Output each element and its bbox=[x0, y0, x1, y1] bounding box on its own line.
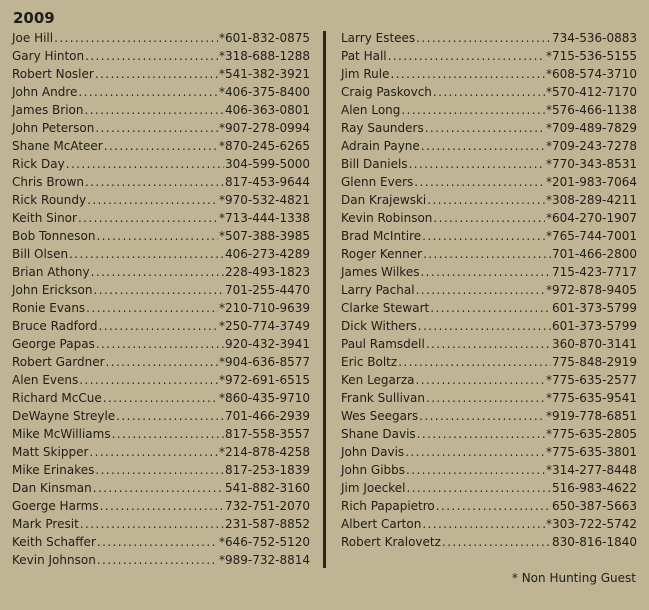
dot-leader bbox=[406, 461, 545, 479]
guest-name: Larry Pachal bbox=[341, 283, 415, 297]
guest-phone: *775-635-2805 bbox=[545, 427, 637, 441]
guest-entry bbox=[341, 407, 637, 425]
guest-phone: 601-373-5799 bbox=[551, 301, 637, 315]
footnote: * Non Hunting Guest bbox=[511, 571, 636, 585]
dot-leader bbox=[420, 263, 551, 281]
dot-leader bbox=[116, 407, 224, 425]
guest-entry bbox=[341, 47, 637, 65]
guest-entry bbox=[12, 281, 310, 299]
guest-name: Mike Erinakes bbox=[12, 463, 95, 477]
guest-name: Albert Carton bbox=[341, 517, 422, 531]
guest-name: Bruce Radford bbox=[12, 319, 98, 333]
guest-entry bbox=[12, 533, 310, 551]
dot-leader bbox=[78, 83, 218, 101]
guest-phone: *989-732-8814 bbox=[218, 553, 310, 567]
guest-phone: *870-245-6265 bbox=[218, 139, 310, 153]
guest-name: Keith Sinor bbox=[12, 211, 77, 225]
guest-entry bbox=[12, 407, 310, 425]
guest-entry bbox=[341, 101, 637, 119]
guest-entry bbox=[12, 263, 310, 281]
guest-phone: *972-691-6515 bbox=[218, 373, 310, 387]
dot-leader bbox=[436, 497, 551, 515]
guest-phone: *860-435-9710 bbox=[218, 391, 310, 405]
guest-name: Mark Presit bbox=[12, 517, 79, 531]
guest-phone: *713-444-1338 bbox=[218, 211, 310, 225]
guest-phone: *210-710-9639 bbox=[218, 301, 310, 315]
guest-name: Brad McIntire bbox=[341, 229, 422, 243]
guest-entry bbox=[12, 479, 310, 497]
guest-name: Rick Day bbox=[12, 157, 65, 171]
guest-name: Rick Roundy bbox=[12, 193, 87, 207]
guest-phone: *775-635-2577 bbox=[545, 373, 637, 387]
dot-leader bbox=[54, 29, 218, 47]
dot-leader bbox=[442, 533, 551, 551]
guest-phone: 701-255-4470 bbox=[224, 283, 310, 297]
guest-phone: *570-412-7170 bbox=[545, 85, 637, 99]
dot-leader bbox=[421, 137, 545, 155]
guest-phone: *318-688-1288 bbox=[218, 49, 310, 63]
guest-name: Wes Seegars bbox=[341, 409, 419, 423]
guest-phone: 516-983-4622 bbox=[551, 481, 637, 495]
dot-leader bbox=[95, 461, 224, 479]
guest-entry bbox=[12, 173, 310, 191]
guest-entry bbox=[341, 191, 637, 209]
guest-phone: 601-373-5799 bbox=[551, 319, 637, 333]
dot-leader bbox=[417, 425, 545, 443]
guest-entry bbox=[12, 425, 310, 443]
dot-leader bbox=[401, 101, 545, 119]
guest-name: Bob Tonneson bbox=[12, 229, 96, 243]
guest-phone: *314-277-8448 bbox=[545, 463, 637, 477]
guest-entry bbox=[12, 155, 310, 173]
year-heading: 2009 bbox=[13, 9, 55, 27]
guest-phone: 817-453-9644 bbox=[224, 175, 310, 189]
dot-leader bbox=[79, 371, 218, 389]
guest-entry bbox=[12, 515, 310, 533]
guest-name: John Gibbs bbox=[341, 463, 406, 477]
dot-leader bbox=[422, 515, 545, 533]
guest-phone: *646-752-5120 bbox=[218, 535, 310, 549]
guest-entry bbox=[12, 353, 310, 371]
guest-phone: 304-599-5000 bbox=[224, 157, 310, 171]
guest-entry bbox=[12, 209, 310, 227]
guest-entry bbox=[12, 551, 310, 569]
dot-leader bbox=[86, 299, 218, 317]
dot-leader bbox=[425, 119, 545, 137]
guest-entry bbox=[12, 47, 310, 65]
guest-entry bbox=[12, 119, 310, 137]
dot-leader bbox=[427, 191, 545, 209]
guest-name: Joe Hill bbox=[12, 31, 54, 45]
guest-name: Jim Rule bbox=[341, 67, 390, 81]
guest-phone: *576-466-1138 bbox=[545, 103, 637, 117]
dot-leader bbox=[87, 191, 218, 209]
guest-name: Keith Schaffer bbox=[12, 535, 96, 549]
guest-entry bbox=[341, 479, 637, 497]
guest-phone: 650-387-5663 bbox=[551, 499, 637, 513]
guest-phone: *303-722-5742 bbox=[545, 517, 637, 531]
guest-phone: 732-751-2070 bbox=[224, 499, 310, 513]
dot-leader bbox=[99, 317, 218, 335]
guest-entry bbox=[341, 137, 637, 155]
guest-phone: 231-587-8852 bbox=[224, 517, 310, 531]
guest-phone: *608-574-3710 bbox=[545, 67, 637, 81]
guest-entry bbox=[12, 299, 310, 317]
column-divider bbox=[323, 31, 326, 568]
dot-leader bbox=[416, 29, 551, 47]
guest-entry bbox=[341, 389, 637, 407]
guest-name: Ray Saunders bbox=[341, 121, 424, 135]
dot-leader bbox=[426, 335, 551, 353]
guest-phone: 734-536-0883 bbox=[551, 31, 637, 45]
guest-phone: 541-882-3160 bbox=[224, 481, 310, 495]
guest-name: DeWayne Streyle bbox=[12, 409, 116, 423]
guest-phone: *214-878-4258 bbox=[218, 445, 310, 459]
dot-leader bbox=[416, 371, 545, 389]
dot-leader bbox=[433, 83, 545, 101]
guest-phone: *715-536-5155 bbox=[545, 49, 637, 63]
guest-name: Frank Sullivan bbox=[341, 391, 425, 405]
guest-name: Clarke Stewart bbox=[341, 301, 430, 315]
dot-leader bbox=[85, 47, 218, 65]
guest-phone: 360-870-3141 bbox=[551, 337, 637, 351]
guest-phone: *406-375-8400 bbox=[218, 85, 310, 99]
guest-name: Kevin Johnson bbox=[12, 553, 96, 567]
guest-phone: 775-848-2919 bbox=[551, 355, 637, 369]
guest-phone: *970-532-4821 bbox=[218, 193, 310, 207]
guest-entry bbox=[341, 515, 637, 533]
guest-phone: *250-774-3749 bbox=[218, 319, 310, 333]
guest-phone: *972-878-9405 bbox=[545, 283, 637, 297]
guest-entry bbox=[341, 119, 637, 137]
guest-name: Gary Hinton bbox=[12, 49, 85, 63]
dot-leader bbox=[426, 389, 545, 407]
guest-entry bbox=[12, 227, 310, 245]
guest-name: Richard McCue bbox=[12, 391, 102, 405]
guest-phone: 701-466-2939 bbox=[224, 409, 310, 423]
guest-entry bbox=[12, 191, 310, 209]
guest-phone: *201-983-7064 bbox=[545, 175, 637, 189]
guest-entry bbox=[12, 389, 310, 407]
dot-leader bbox=[95, 65, 218, 83]
guest-phone: *709-489-7829 bbox=[545, 121, 637, 135]
dot-leader bbox=[80, 515, 224, 533]
guest-phone: *308-289-4211 bbox=[545, 193, 637, 207]
guest-phone: *604-270-1907 bbox=[545, 211, 637, 225]
guest-entry bbox=[341, 245, 637, 263]
guest-list-left-column bbox=[12, 29, 310, 569]
dot-leader bbox=[103, 389, 218, 407]
guest-name: Rich Papapietro bbox=[341, 499, 435, 513]
guest-phone: 228-493-1823 bbox=[224, 265, 310, 279]
guest-entry bbox=[341, 227, 637, 245]
dot-leader bbox=[419, 407, 545, 425]
dot-leader bbox=[433, 209, 545, 227]
dot-leader bbox=[418, 317, 551, 335]
guest-name: George Papas bbox=[12, 337, 95, 351]
guest-name: Matt Skipper bbox=[12, 445, 89, 459]
guest-name: Jim Joeckel bbox=[341, 481, 406, 495]
guest-name: Paul Ramsdell bbox=[341, 337, 425, 351]
guest-entry bbox=[341, 533, 637, 551]
guest-entry bbox=[341, 497, 637, 515]
guest-phone: *765-744-7001 bbox=[545, 229, 637, 243]
guest-name: Robert Kralovetz bbox=[341, 535, 441, 549]
dot-leader bbox=[95, 119, 218, 137]
guest-name: Shane Davis bbox=[341, 427, 416, 441]
guest-entry bbox=[341, 299, 637, 317]
dot-leader bbox=[97, 551, 218, 569]
dot-leader bbox=[106, 353, 218, 371]
guest-entry bbox=[341, 371, 637, 389]
guest-phone: *507-388-3985 bbox=[218, 229, 310, 243]
guest-entry bbox=[341, 209, 637, 227]
guest-name: John Peterson bbox=[12, 121, 95, 135]
guest-entry bbox=[12, 65, 310, 83]
guest-name: Robert Nosler bbox=[12, 67, 94, 81]
dot-leader bbox=[104, 137, 218, 155]
dot-leader bbox=[430, 299, 551, 317]
guest-name: Eric Boltz bbox=[341, 355, 398, 369]
dot-leader bbox=[94, 281, 224, 299]
dot-leader bbox=[100, 497, 224, 515]
dot-leader bbox=[422, 227, 545, 245]
guest-phone: 406-273-4289 bbox=[224, 247, 310, 261]
dot-leader bbox=[91, 263, 224, 281]
dot-leader bbox=[416, 281, 545, 299]
guest-name: James Wilkes bbox=[341, 265, 420, 279]
guest-entry bbox=[12, 317, 310, 335]
guest-entry bbox=[12, 335, 310, 353]
guest-name: Dick Withers bbox=[341, 319, 417, 333]
guest-entry bbox=[341, 317, 637, 335]
guest-entry bbox=[12, 497, 310, 515]
guest-phone: *770-343-8531 bbox=[545, 157, 637, 171]
guest-entry bbox=[341, 83, 637, 101]
guest-name: Craig Paskovch bbox=[341, 85, 432, 99]
guest-phone: *919-778-6851 bbox=[545, 409, 637, 423]
guest-name: Ronie Evans bbox=[12, 301, 86, 315]
guest-name: Dan Kinsman bbox=[12, 481, 92, 495]
dot-leader bbox=[423, 245, 551, 263]
dot-leader bbox=[84, 101, 224, 119]
guest-entry bbox=[12, 245, 310, 263]
guest-name: Pat Hall bbox=[341, 49, 387, 63]
guest-name: John Erickson bbox=[12, 283, 93, 297]
guest-phone: 701-466-2800 bbox=[551, 247, 637, 261]
guest-name: Ken Legarza bbox=[341, 373, 415, 387]
guest-name: Brian Athony bbox=[12, 265, 90, 279]
dot-leader bbox=[97, 533, 218, 551]
guest-phone: 406-363-0801 bbox=[224, 103, 310, 117]
guest-name: John Davis bbox=[341, 445, 405, 459]
dot-leader bbox=[89, 443, 218, 461]
guest-name: John Andre bbox=[12, 85, 78, 99]
guest-entry bbox=[12, 137, 310, 155]
guest-entry bbox=[12, 371, 310, 389]
guest-name: Kevin Robinson bbox=[341, 211, 433, 225]
guest-name: Roger Kenner bbox=[341, 247, 423, 261]
dot-leader bbox=[398, 353, 551, 371]
guest-phone: *907-278-0994 bbox=[218, 121, 310, 135]
guest-phone: *601-832-0875 bbox=[218, 31, 310, 45]
guest-name: James Brion bbox=[12, 103, 84, 117]
guest-entry bbox=[341, 281, 637, 299]
guest-entry bbox=[341, 263, 637, 281]
dot-leader bbox=[414, 173, 545, 191]
guest-name: Adrain Payne bbox=[341, 139, 420, 153]
dot-leader bbox=[406, 479, 551, 497]
guest-name: Goerge Harms bbox=[12, 499, 99, 513]
guest-name: Mike McWilliams bbox=[12, 427, 111, 441]
guest-phone: 715-423-7717 bbox=[551, 265, 637, 279]
dot-leader bbox=[85, 173, 224, 191]
guest-entry bbox=[12, 29, 310, 47]
guest-phone: 920-432-3941 bbox=[224, 337, 310, 351]
dot-leader bbox=[69, 245, 224, 263]
guest-phone: *709-243-7278 bbox=[545, 139, 637, 153]
guest-name: Shane McAteer bbox=[12, 139, 103, 153]
guest-entry bbox=[341, 29, 637, 47]
guest-entry bbox=[12, 461, 310, 479]
guest-name: Bill Daniels bbox=[341, 157, 408, 171]
guest-phone: 817-558-3557 bbox=[224, 427, 310, 441]
guest-phone: *904-636-8577 bbox=[218, 355, 310, 369]
dot-leader bbox=[66, 155, 224, 173]
guest-phone: *775-635-3801 bbox=[545, 445, 637, 459]
guest-name: Chris Brown bbox=[12, 175, 84, 189]
dot-leader bbox=[96, 335, 224, 353]
guest-entry bbox=[341, 155, 637, 173]
guest-phone: *541-382-3921 bbox=[218, 67, 310, 81]
guest-name: Bill Olsen bbox=[12, 247, 69, 261]
dot-leader bbox=[78, 209, 218, 227]
guest-name: Robert Gardner bbox=[12, 355, 105, 369]
guest-name: Alen Long bbox=[341, 103, 401, 117]
guest-name: Dan Krajewski bbox=[341, 193, 427, 207]
dot-leader bbox=[391, 65, 545, 83]
guest-name: Glenn Evers bbox=[341, 175, 414, 189]
dot-leader bbox=[96, 227, 218, 245]
guest-phone: 817-253-1839 bbox=[224, 463, 310, 477]
guest-name: Larry Estees bbox=[341, 31, 416, 45]
dot-leader bbox=[405, 443, 545, 461]
guest-entry bbox=[341, 173, 637, 191]
guest-entry bbox=[341, 461, 637, 479]
guest-list-right-column bbox=[341, 29, 637, 551]
guest-entry bbox=[341, 335, 637, 353]
guest-name: Alen Evens bbox=[12, 373, 79, 387]
guest-entry bbox=[12, 443, 310, 461]
guest-entry bbox=[341, 443, 637, 461]
guest-entry bbox=[12, 101, 310, 119]
guest-entry bbox=[12, 83, 310, 101]
dot-leader bbox=[409, 155, 545, 173]
guest-phone: 830-816-1840 bbox=[551, 535, 637, 549]
guest-phone: *775-635-9541 bbox=[545, 391, 637, 405]
dot-leader bbox=[112, 425, 224, 443]
guest-entry bbox=[341, 65, 637, 83]
guest-entry bbox=[341, 353, 637, 371]
dot-leader bbox=[93, 479, 224, 497]
guest-entry bbox=[341, 425, 637, 443]
dot-leader bbox=[388, 47, 545, 65]
